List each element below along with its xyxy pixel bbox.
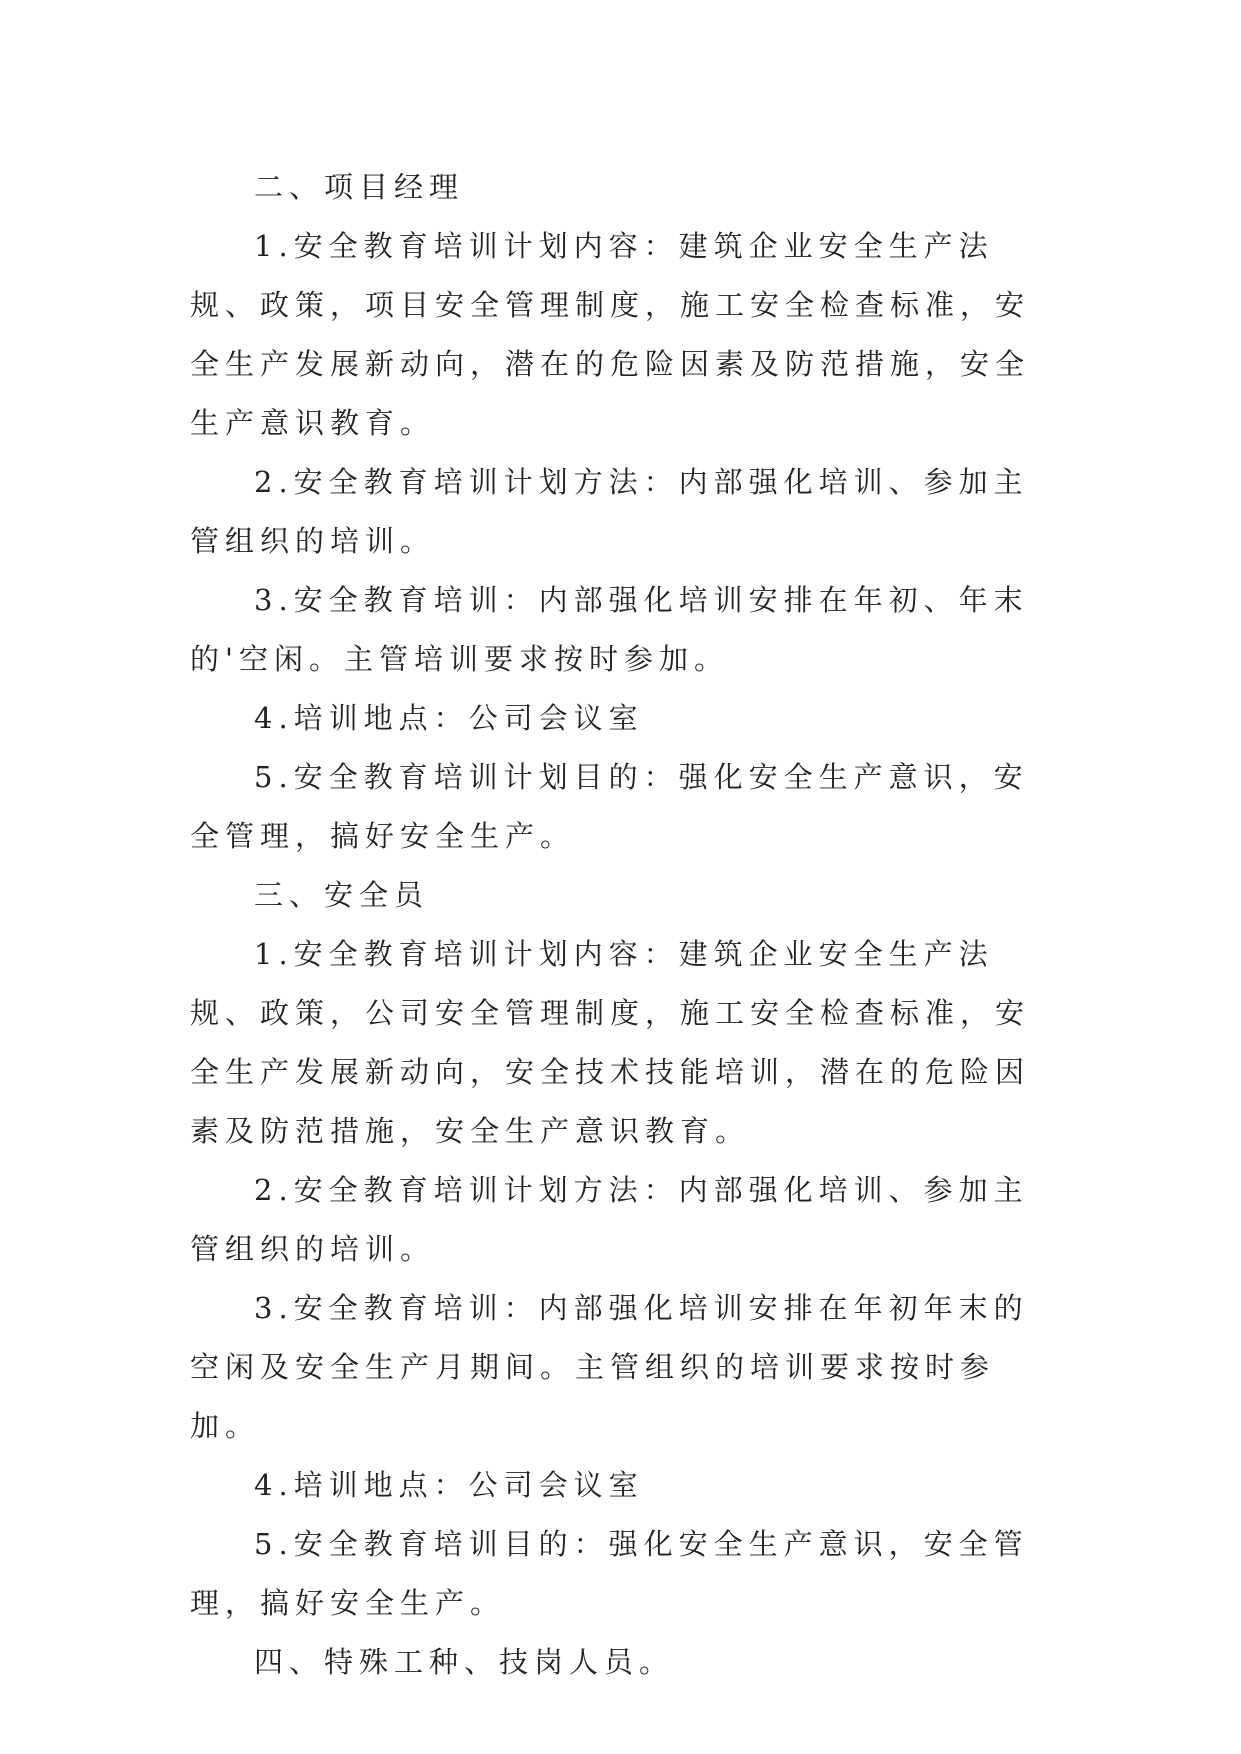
paragraph-so-training-schedule: 3.安全教育培训：内部强化培训安排在年初年末的空闲及安全生产月期间。主管组织的培训要求按时参加。 bbox=[190, 1291, 1029, 1443]
document-body bbox=[190, 158, 1058, 1692]
paragraph-pm-training-method: 2.安全教育培训计划方法：内部强化培训、参加主管组织的培训。 bbox=[190, 465, 1029, 558]
paragraph-so-training-purpose: 5.安全教育培训目的：强化安全生产意识，安全管理，搞好安全生产。 bbox=[190, 1527, 1029, 1620]
paragraph-pm-training-schedule: 3.安全教育培训：内部强化培训安排在年初、年末的'空闲。主管培训要求按时参加。 bbox=[190, 583, 1029, 676]
section-heading-project-manager: 二、项目经理 bbox=[254, 170, 465, 204]
paragraph-so-training-content: 1.安全教育培训计划内容：建筑企业安全生产法规、政策，公司安全管理制度，施工安全检查标准，安全生产发展新动向，安全技术技能培训，潜在的危险因素及防范措施，安全生产意识教育。 bbox=[190, 937, 1031, 1148]
paragraph-so-training-location: 4.培训地点：公司会议室 bbox=[254, 1468, 644, 1502]
paragraph-pm-training-purpose: 5.安全教育培训计划目的：强化安全生产意识，安全管理，搞好安全生产。 bbox=[190, 760, 1029, 853]
section-heading-safety-officer: 三、安全员 bbox=[254, 878, 430, 912]
paragraph-pm-training-location: 4.培训地点：公司会议室 bbox=[254, 701, 644, 735]
paragraph-so-training-method: 2.安全教育培训计划方法：内部强化培训、参加主管组织的培训。 bbox=[190, 1173, 1029, 1266]
section-heading-special-workers: 四、特殊工种、技岗人员。 bbox=[254, 1645, 675, 1679]
paragraph-pm-training-content: 1.安全教育培训计划内容：建筑企业安全生产法规、政策，项目安全管理制度，施工安全检查标准，安全生产发展新动向，潜在的危险因素及防范措施，安全生产意识教育。 bbox=[190, 229, 1031, 440]
